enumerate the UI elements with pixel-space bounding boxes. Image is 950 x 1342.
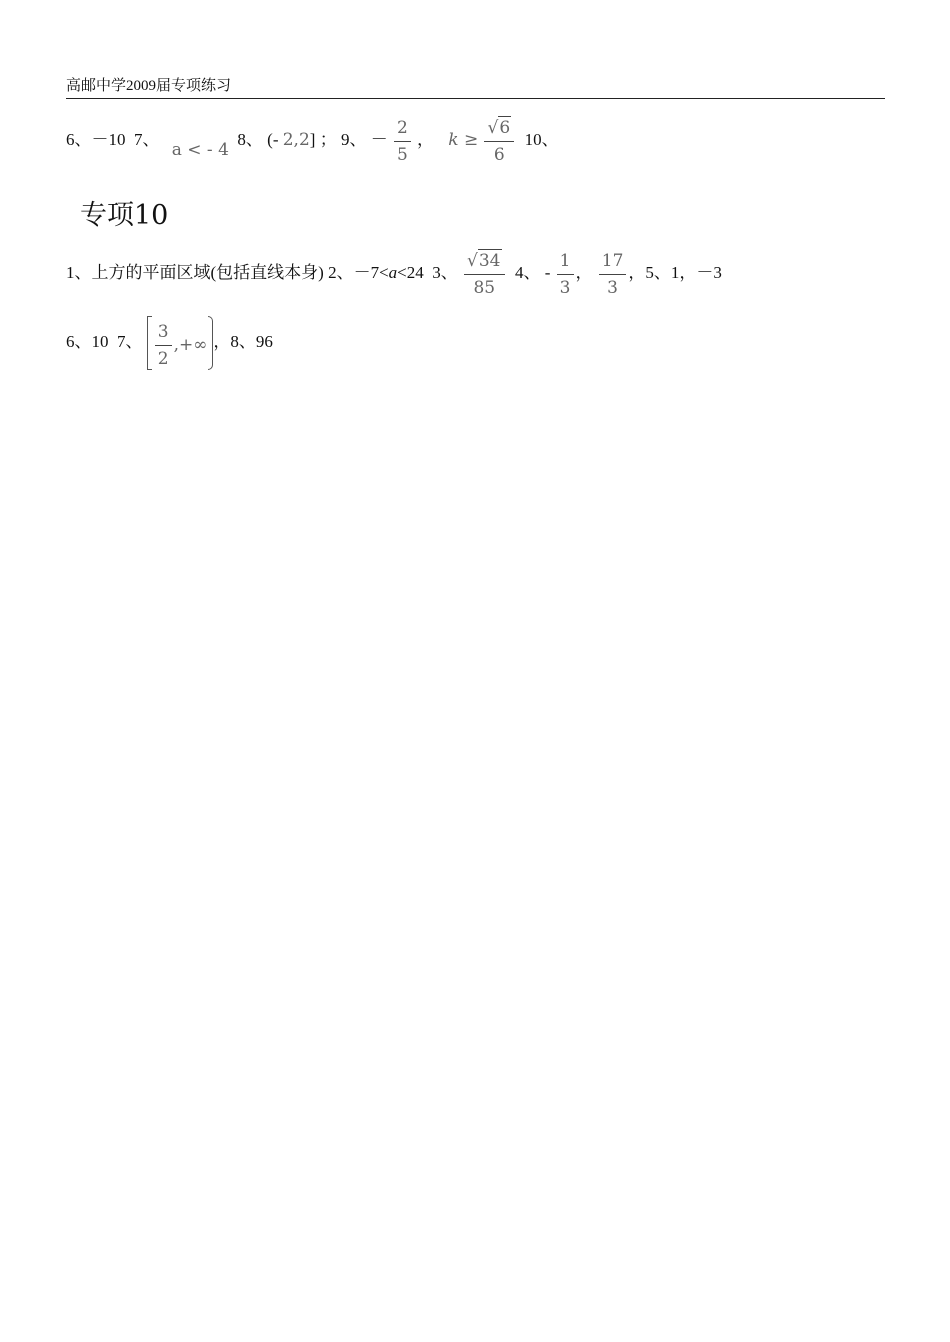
header-text: 高邮中学2009届专项练习 xyxy=(66,78,232,94)
answer-9-sign: － xyxy=(370,129,388,149)
answer-row-1 xyxy=(66,116,559,176)
answer-7-expr: a < - 4 xyxy=(171,139,229,160)
answer-1: 1、上方的平面区域(包括直线本身) xyxy=(66,263,324,282)
fraction-denominator: 6 xyxy=(493,145,505,165)
answer-3-fraction xyxy=(464,249,504,299)
fraction-denominator: 3 xyxy=(607,277,618,298)
answer-5: ，5、1，－3 xyxy=(628,263,722,282)
answer-row-3 xyxy=(66,314,273,374)
answer-4-fraction-2 xyxy=(599,250,627,299)
fraction-numerator xyxy=(484,116,514,142)
answer-row-2 xyxy=(66,248,722,304)
answer-4-fraction-1 xyxy=(557,250,574,299)
section-title: 专项10 xyxy=(80,200,169,231)
fraction-numerator: 3 xyxy=(155,321,172,346)
interval-tail: ,+∞ xyxy=(173,335,208,356)
k-fraction xyxy=(484,116,514,166)
fraction-numerator: 1 xyxy=(557,250,574,275)
fraction-denominator: 5 xyxy=(396,144,408,165)
interval-bracket xyxy=(147,316,214,370)
answer-4-sign: - xyxy=(544,263,551,282)
comma: ， xyxy=(417,129,435,149)
answer-2-variable: a xyxy=(388,263,398,282)
answer-6: 6、－10 xyxy=(66,129,126,149)
answer-3-label: 3、 xyxy=(432,263,458,282)
fraction-numerator xyxy=(464,249,504,275)
radicand: 34 xyxy=(478,251,501,272)
answer-8-close: ] xyxy=(309,129,316,149)
answer-2-tail: <24 xyxy=(397,263,424,282)
answer-6: 6、10 xyxy=(66,332,109,351)
fraction-denominator: 2 xyxy=(157,348,169,369)
k-inequality: k ≥ xyxy=(448,129,479,150)
answer-7-fraction xyxy=(155,321,172,370)
fraction-denominator: 85 xyxy=(473,278,496,299)
answer-9-label: 9、 xyxy=(340,129,367,149)
fraction-numerator: 2 xyxy=(394,117,411,142)
sqrt-symbol: √6 xyxy=(487,118,511,138)
separator: ； xyxy=(319,129,337,149)
answer-2: 2、－7< xyxy=(328,263,389,282)
page-header xyxy=(66,76,885,99)
radicand: 6 xyxy=(499,118,511,138)
answer-4-label: 4、 xyxy=(515,263,541,282)
answer-7-label: 7、 xyxy=(134,129,160,149)
answer-8-open: (- xyxy=(267,129,279,149)
answer-8-mid: 2,2 xyxy=(282,129,310,150)
answer-8: ，8、96 xyxy=(213,332,273,351)
answer-8-label: 8、 xyxy=(237,129,263,149)
answer-9-fraction xyxy=(394,117,411,166)
fraction-numerator: 17 xyxy=(599,250,627,275)
fraction-denominator: 3 xyxy=(559,277,571,298)
sqrt-symbol: √34 xyxy=(467,251,501,272)
answer-10-label: 10、 xyxy=(524,129,559,149)
answer-4-comma: ， xyxy=(575,263,593,282)
answer-7-label: 7、 xyxy=(117,332,143,351)
